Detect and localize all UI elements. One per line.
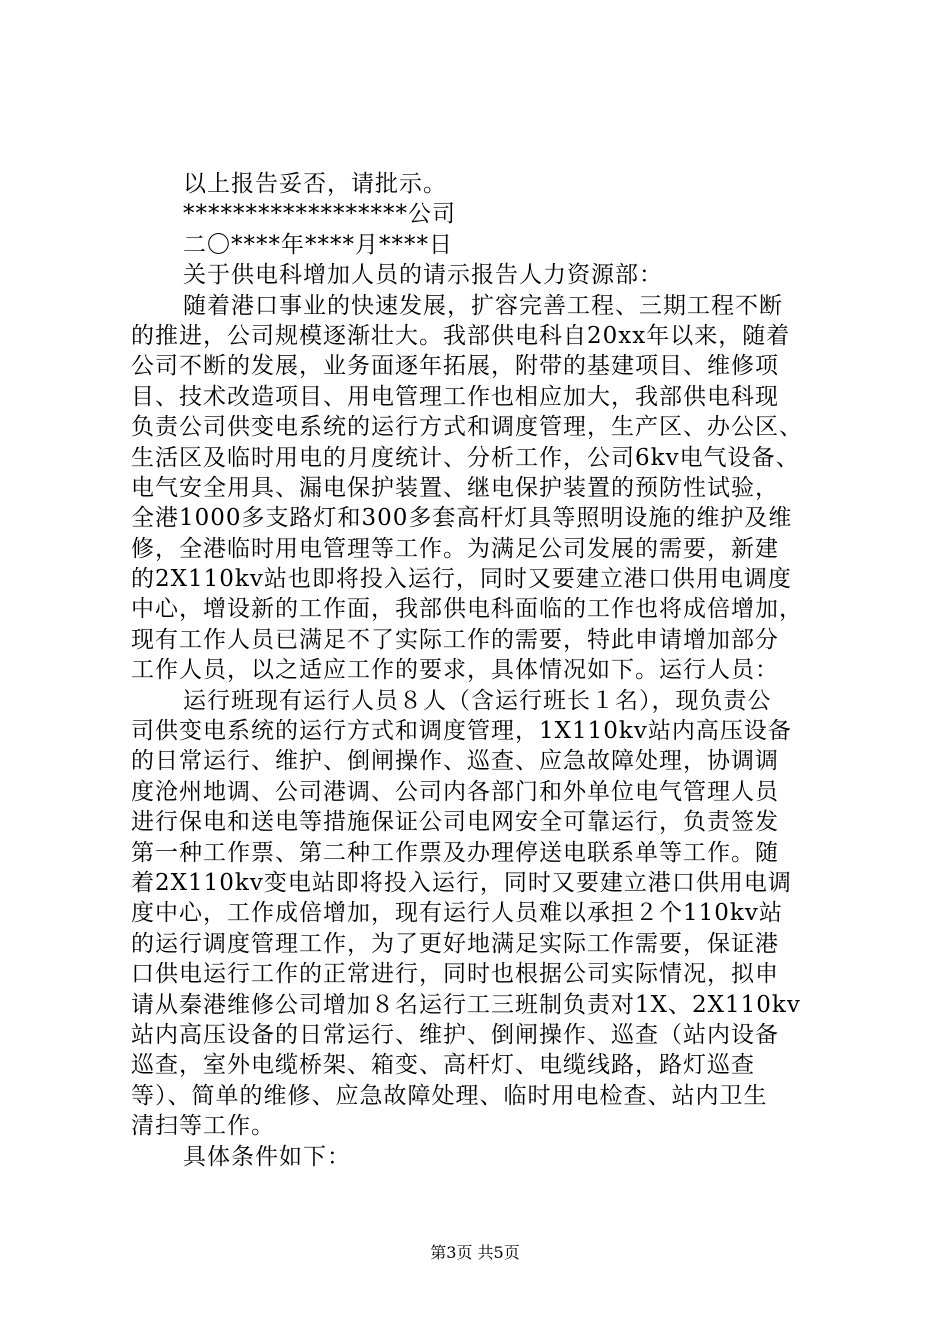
- document-body: [131, 169, 841, 1172]
- text-line: 以上报告妥否，请批示。: [183, 171, 447, 197]
- text-line: 进行保电和送电等措施保证公司电网安全可靠运行，负责签发: [131, 809, 779, 836]
- text-line: 站内高压设备的日常运行、维护、倒闸操作、巡查（站内设备: [131, 1021, 779, 1048]
- text-line: 具体条件如下：: [183, 1143, 351, 1170]
- text-line: 巡查，室外电缆桥架、箱变、高杆灯、电缆线路，路灯巡查: [131, 1052, 755, 1079]
- text-line: 的日常运行、维护、倒闸操作、巡查、应急故障处理，协调调: [131, 748, 779, 775]
- text-line: 二〇****年****月****日: [183, 231, 453, 258]
- page-footer: 第3页 共5页: [430, 1243, 520, 1262]
- text-line: 口供电运行工作的正常进行，同时也根据公司实际情况，拟申: [131, 961, 779, 988]
- text-line: 的2X110kv站也即将投入运行，同时又要建立港口供用电调度: [131, 566, 792, 593]
- text-line: 请从秦港维修公司增加８名运行工三班制负责对1X、2X110kv: [131, 991, 801, 1018]
- text-line: 度沧州地调、公司港调、公司内各部门和外单位电气管理人员: [131, 778, 779, 805]
- text-line: 中心，增设新的工作面，我部供电科面临的工作也将成倍增加，: [131, 596, 803, 623]
- text-line: 等）、简单的维修、应急故障处理、临时用电检查、站内卫生: [131, 1082, 768, 1109]
- text-line: 公司不断的发展，业务面逐年拓展，附带的基建项目、维修项: [131, 353, 779, 380]
- text-line: 着2X110kv变电站即将投入运行，同时又要建立港口供用电调: [131, 869, 792, 896]
- text-line: 度中心，工作成倍增加，现有运行人员难以承担２个110kv站: [131, 900, 783, 927]
- text-line: 生活区及临时用电的月度统计、分析工作，公司6kv电气设备、: [131, 444, 800, 471]
- text-line: 修，全港临时用电管理等工作。为满足公司发展的需要，新建: [131, 535, 779, 562]
- text-line: 负责公司供变电系统的运行方式和调度管理，生产区、办公区、: [131, 414, 803, 441]
- text-line: 运行班现有运行人员８人（含运行班长１名），现负责公: [183, 687, 772, 714]
- text-line: 清扫等工作。: [131, 1113, 275, 1140]
- text-line: 的运行调度管理工作，为了更好地满足实际工作需要，保证港: [131, 930, 779, 957]
- text-line: 工作人员，以之适应工作的要求，具体情况如下。运行人员：: [131, 657, 779, 684]
- text-line: 全港1000多支路灯和300多套高杆灯具等照明设施的维护及维: [131, 505, 793, 532]
- text-line: 现有工作人员已满足不了实际工作的需要，特此申请增加部分: [131, 626, 779, 653]
- text-line: 随着港口事业的快速发展，扩容完善工程、三期工程不断: [183, 292, 783, 319]
- text-line: 目、技术改造项目、用电管理工作也相应加大，我部供电科现: [131, 383, 779, 410]
- text-line: 关于供电科增加人员的请示报告人力资源部：: [183, 262, 663, 289]
- text-line: 的推进，公司规模逐渐壮大。我部供电科自20xx年以来，随着: [131, 322, 791, 349]
- text-line: 司供变电系统的运行方式和调度管理，1X110kv站内高压设备: [131, 718, 792, 745]
- text-line: 第一种工作票、第二种工作票及办理停送电联系单等工作。随: [131, 839, 779, 866]
- text-line: ******************公司: [183, 201, 456, 228]
- text-line: 电气安全用具、漏电保护装置、继电保护装置的预防性试验，: [131, 474, 779, 501]
